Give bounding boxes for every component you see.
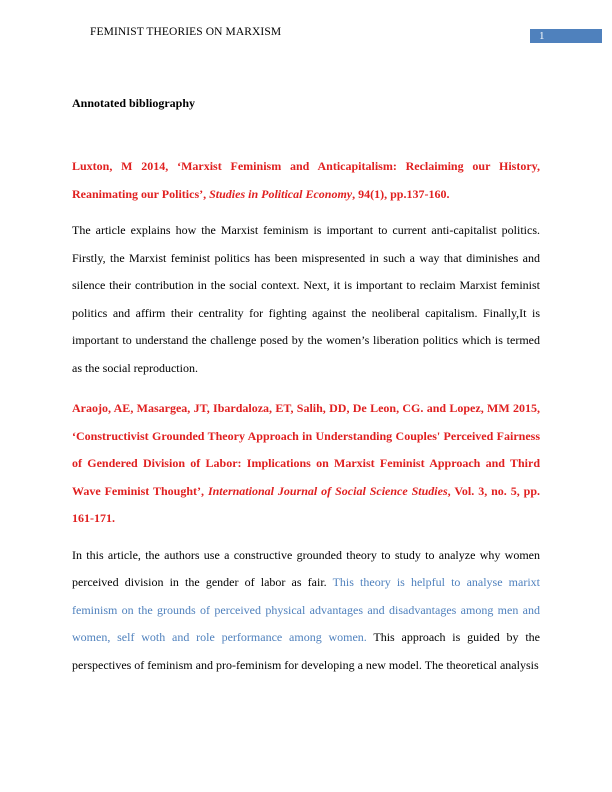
citation-1-details: , 94(1), pp.137-160.: [352, 186, 450, 201]
citation-1-authors-title: Luxton, M 2014, ‘Marxist Feminism and Anticapitalism: Reclaiming our History, Reanimating our Politics’,: [72, 159, 540, 201]
citation-2: [72, 395, 540, 533]
document-body: [72, 93, 541, 672]
citation-2-authors-title: Araojo, AE, Masargea, JT, Ibardaloza, ET, Salih, DD, De Leon, CG. and Lopez, MM 2015, ‘Constructivist Grounded Theory Approach in Understanding Couples' Perceived Fairness of Gendered Division of Labor: Implications on Marxist Feminist Approach and Third Wave Feminist Thought’,: [72, 401, 540, 498]
bibliography-entry-1: [72, 153, 540, 382]
citation-1: [72, 153, 540, 208]
citation-2-journal: International Journal of Social Science Studies: [207, 483, 448, 498]
annotation-1: The article explains how the Marxist feminism is important to current anti-capitalist politics. Firstly, the Marxist feminist politics has been mispresented in such a way that diminishes and silence their contribution in the social context. Next, it is important to reclaim Marxist feminist politics and affirm their centrality for fighting against the neoliberal capitalism. Finally,It is important to understand the challenge posed by the women’s liberation politics which is termed as the social reproduction.: [72, 223, 540, 375]
citation-1-journal: Studies in Political Economy: [209, 186, 353, 201]
citation-2-details: , Vol. 3, no. 5, pp. 161-171.: [72, 483, 541, 525]
annotation-2-highlight: This theory is helpful to analyse marixt feminism on the grounds of perceived physical advantages and disadvantages among men and women, self woth and role performance among women.: [72, 575, 541, 644]
bibliography-entry-2: [72, 395, 540, 679]
section-heading: Annotated bibliography: [72, 96, 196, 110]
annotation-2-rest: This approach is guided by the perspectives of feminism and pro-feminism for developing a new model. The theoretical analysis: [72, 630, 540, 672]
annotation-2: [72, 542, 540, 680]
page-number: 1: [530, 29, 602, 43]
annotation-2-intro: In this article, the authors use a constructive grounded theory to study to analyze why women perceived division in the gender of labor as fair.: [72, 547, 540, 589]
running-header: FEMINIST THEORIES ON MARXISM: [90, 26, 282, 38]
